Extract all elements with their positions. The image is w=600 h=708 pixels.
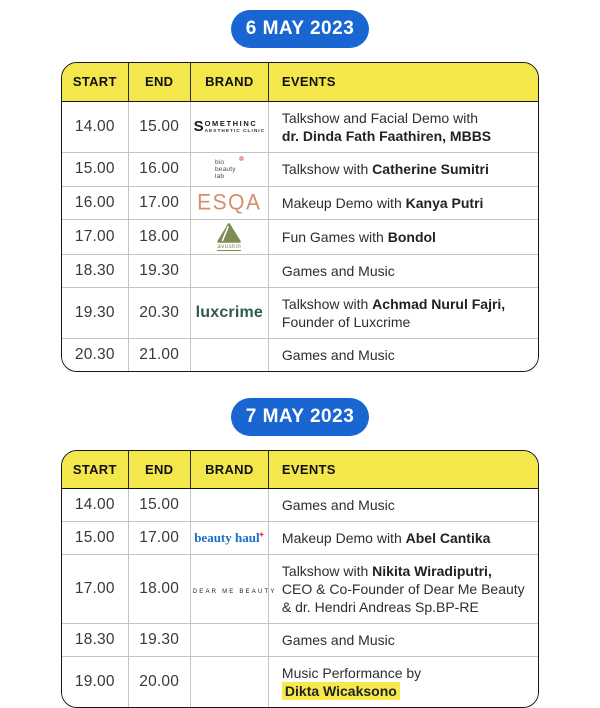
column-header-end: END (128, 63, 190, 101)
event-cell (268, 101, 538, 152)
event-text: Talkshow and Facial Demo with (282, 110, 478, 126)
date-pill-7-may: 7 MAY 2023 (231, 398, 370, 436)
table-row (62, 338, 538, 371)
end-time-cell: 17.00 (128, 186, 190, 219)
start-time-cell: 18.30 (62, 624, 128, 657)
event-cell (268, 219, 538, 254)
event-text: Bondol (388, 229, 436, 245)
table-row (62, 186, 538, 219)
event-text: CEO & Co-Founder of Dear Me Beauty (282, 581, 525, 597)
event-text: Fun Games with (282, 229, 388, 245)
start-time-cell: 17.00 (62, 219, 128, 254)
end-time-cell: 19.30 (128, 254, 190, 287)
brand-cell (190, 555, 268, 624)
start-time-cell: 14.00 (62, 101, 128, 152)
end-time-cell: 15.00 (128, 489, 190, 522)
pink-dot-icon (239, 156, 244, 161)
start-time-cell: 18.30 (62, 254, 128, 287)
brand-cell-empty (190, 489, 268, 522)
table-row (62, 254, 538, 287)
esqa-logo: ESQA (197, 191, 261, 213)
bio-beauty-lab-logo: bio beauty lab (215, 156, 244, 180)
schedule-table-6-may (61, 62, 539, 372)
highlighted-text: Dikta Wicaksono (282, 682, 400, 700)
event-text: Games and Music (282, 632, 395, 648)
star-icon: ✦ (259, 531, 265, 539)
event-text: Talkshow with (282, 161, 372, 177)
brand-cell-empty (190, 254, 268, 287)
end-time-cell: 18.00 (128, 219, 190, 254)
column-header-events: EVENTS (268, 63, 538, 101)
end-time-cell: 21.00 (128, 338, 190, 371)
start-time-cell: 15.00 (62, 522, 128, 555)
event-text: Abel Cantika (406, 530, 491, 546)
event-cell (268, 152, 538, 186)
section-6-may (0, 10, 600, 372)
event-cell (268, 657, 538, 708)
event-text: Catherine Sumitri (372, 161, 489, 177)
dear-me-beauty-logo: DEAR ME BEAUTY (193, 589, 277, 595)
start-time-cell: 14.00 (62, 489, 128, 522)
event-cell (268, 287, 538, 338)
brand-cell (190, 219, 268, 254)
somethinc-logo: S OMETHINC AESTHETIC CLINIC (194, 120, 266, 135)
event-text: Achmad Nurul Fajri, (372, 296, 505, 312)
start-time-cell: 15.00 (62, 152, 128, 186)
brand-cell-empty (190, 624, 268, 657)
end-time-cell: 18.00 (128, 555, 190, 624)
brand-cell (190, 101, 268, 152)
event-text: Kanya Putri (406, 195, 484, 211)
column-header-events: EVENTS (268, 451, 538, 489)
section-7-may (0, 398, 600, 708)
event-text: Founder of Luxcrime (282, 314, 410, 330)
table-row (62, 152, 538, 186)
beautyhaul-logo: beauty haul✦ (194, 531, 264, 544)
column-header-brand: BRAND (190, 63, 268, 101)
table-row (62, 555, 538, 624)
event-text: Music Performance by (282, 665, 421, 681)
avoskin-triangle-icon (217, 223, 241, 243)
table-row (62, 489, 538, 522)
end-time-cell: 20.30 (128, 287, 190, 338)
event-text: Games and Music (282, 263, 395, 279)
table-row (62, 522, 538, 555)
column-header-start: START (62, 451, 128, 489)
header-row (62, 451, 538, 489)
table-row (62, 219, 538, 254)
table-row (62, 101, 538, 152)
event-cell (268, 624, 538, 657)
event-text: Talkshow with (282, 296, 372, 312)
start-time-cell: 16.00 (62, 186, 128, 219)
header-row (62, 63, 538, 101)
table-row (62, 624, 538, 657)
column-header-start: START (62, 63, 128, 101)
table-row (62, 287, 538, 338)
end-time-cell: 17.00 (128, 522, 190, 555)
event-text: & dr. Hendri Andreas Sp.BP-RE (282, 599, 479, 615)
event-text: Makeup Demo with (282, 530, 406, 546)
start-time-cell: 17.00 (62, 555, 128, 624)
end-time-cell: 19.30 (128, 624, 190, 657)
event-text: Makeup Demo with (282, 195, 406, 211)
end-time-cell: 15.00 (128, 101, 190, 152)
brand-cell-empty (190, 338, 268, 371)
start-time-cell: 19.00 (62, 657, 128, 708)
event-cell (268, 489, 538, 522)
end-time-cell: 20.00 (128, 657, 190, 708)
event-text: Nikita Wiradiputri, (372, 563, 492, 579)
event-text: Games and Music (282, 497, 395, 513)
event-text: dr. Dinda Fath Faathiren, MBBS (282, 128, 491, 144)
start-time-cell: 20.30 (62, 338, 128, 371)
brand-cell-empty (190, 657, 268, 708)
table-row (62, 657, 538, 708)
date-pill-6-may: 6 MAY 2023 (231, 10, 370, 48)
event-cell (268, 555, 538, 624)
brand-cell (190, 522, 268, 555)
schedule-table-7-may (61, 450, 539, 708)
column-header-brand: BRAND (190, 451, 268, 489)
event-cell (268, 254, 538, 287)
brand-cell (190, 186, 268, 219)
column-header-end: END (128, 451, 190, 489)
event-cell (268, 522, 538, 555)
start-time-cell: 19.30 (62, 287, 128, 338)
end-time-cell: 16.00 (128, 152, 190, 186)
brand-cell (190, 152, 268, 186)
event-text: Games and Music (282, 347, 395, 363)
brand-cell (190, 287, 268, 338)
event-cell (268, 338, 538, 371)
luxcrime-logo: luxcrime (196, 305, 263, 321)
event-cell (268, 186, 538, 219)
avoskin-logo: avoskin (217, 223, 241, 251)
event-text: Talkshow with (282, 563, 372, 579)
